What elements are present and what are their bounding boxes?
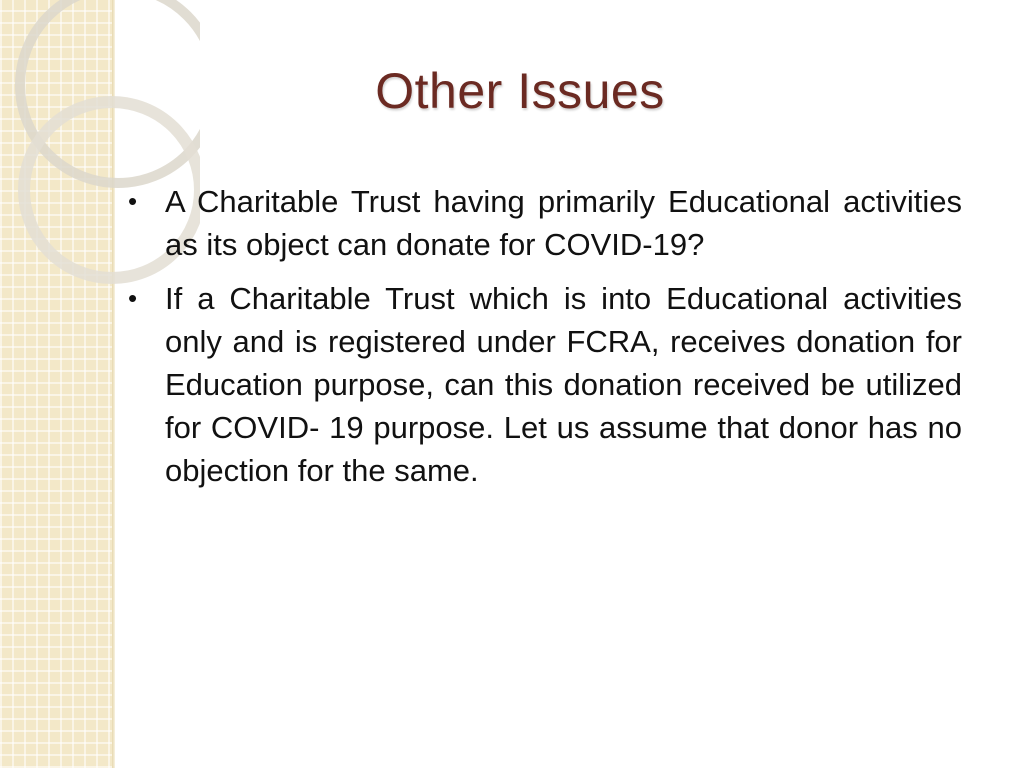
bullet-marker: • (128, 186, 138, 216)
bullet-text: A Charitable Trust having primarily Educational activities as its object can donate for COVID-19? (165, 184, 962, 262)
bullet-item (128, 180, 962, 266)
bullet-text: If a Charitable Trust which is into Educational activities only and is registered under FCRA, receives donation for Education purpose, can this donation received be utilized for COVID- 19 purpose. Let us assume that donor has no objection for the same. (165, 281, 962, 488)
bullet-item (128, 277, 962, 492)
slide-title: Other Issues (375, 63, 665, 119)
bullet-marker: • (128, 283, 138, 313)
bullet-list (128, 180, 962, 503)
